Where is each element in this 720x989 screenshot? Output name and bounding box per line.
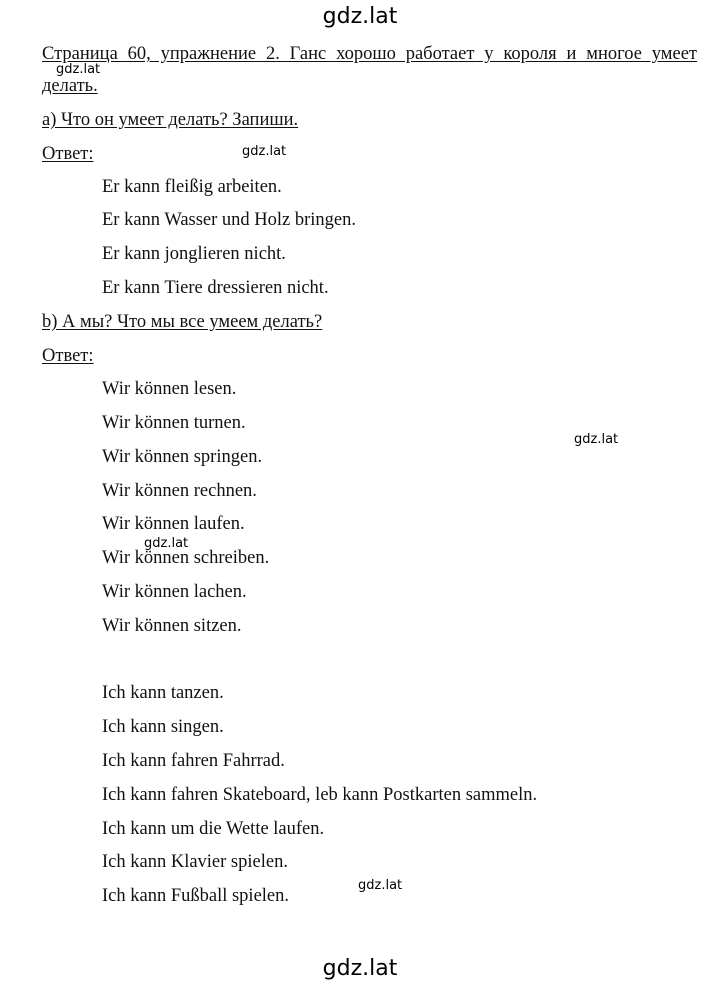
question-a: а) Что он умеет делать? Запиши. bbox=[42, 110, 299, 130]
watermark-inline: gdz.lat bbox=[574, 432, 619, 447]
answer-line: Ich kann Fußball spielen. bbox=[102, 886, 290, 906]
watermark-inline: gdz.lat bbox=[358, 878, 403, 893]
answer-line: Ich kann Klavier spielen. bbox=[102, 852, 288, 872]
watermark-top: gdz.lat bbox=[322, 4, 398, 29]
answer-label-b: Ответ: bbox=[42, 346, 94, 366]
answer-line: Wir können lesen. bbox=[102, 379, 237, 399]
answer-line: Ich kann fahren Fahrrad. bbox=[102, 751, 285, 771]
answer-line: Ich kann tanzen. bbox=[102, 683, 224, 703]
answer-label-a: Ответ: bbox=[42, 144, 94, 164]
question-b: b) А мы? Что мы все умеем делать? bbox=[42, 312, 323, 332]
watermark-inline: gdz.lat bbox=[56, 62, 101, 77]
answer-line: Wir können lachen. bbox=[102, 582, 247, 602]
watermark-inline: gdz.lat bbox=[242, 144, 287, 159]
answer-line: Ich kann um die Wette laufen. bbox=[102, 819, 325, 839]
answer-line: Wir können rechnen. bbox=[102, 481, 257, 501]
answer-line: Er kann jonglieren nicht. bbox=[102, 244, 286, 264]
exercise-heading-line1: Страница 60, упражнение 2. Ганс хорошо работает у короля и многое умеет bbox=[42, 44, 697, 64]
exercise-heading-line2: делать. bbox=[42, 76, 98, 96]
answer-line: Ich kann fahren Skateboard, leb kann Postkarten sammeln. bbox=[102, 785, 538, 805]
watermark-inline: gdz.lat bbox=[144, 536, 189, 551]
answer-line: Wir können turnen. bbox=[102, 413, 246, 433]
answer-line: Wir können schreiben. bbox=[102, 548, 270, 568]
answer-line: Ich kann singen. bbox=[102, 717, 224, 737]
answer-line: Er kann Wasser und Holz bringen. bbox=[102, 210, 357, 230]
answer-line: Er kann fleißig arbeiten. bbox=[102, 177, 282, 197]
answer-line: Wir können laufen. bbox=[102, 514, 245, 534]
answer-line: Wir können springen. bbox=[102, 447, 263, 467]
answer-line: Er kann Tiere dressieren nicht. bbox=[102, 278, 329, 298]
answer-line: Wir können sitzen. bbox=[102, 616, 242, 636]
watermark-bottom: gdz.lat bbox=[322, 956, 398, 981]
